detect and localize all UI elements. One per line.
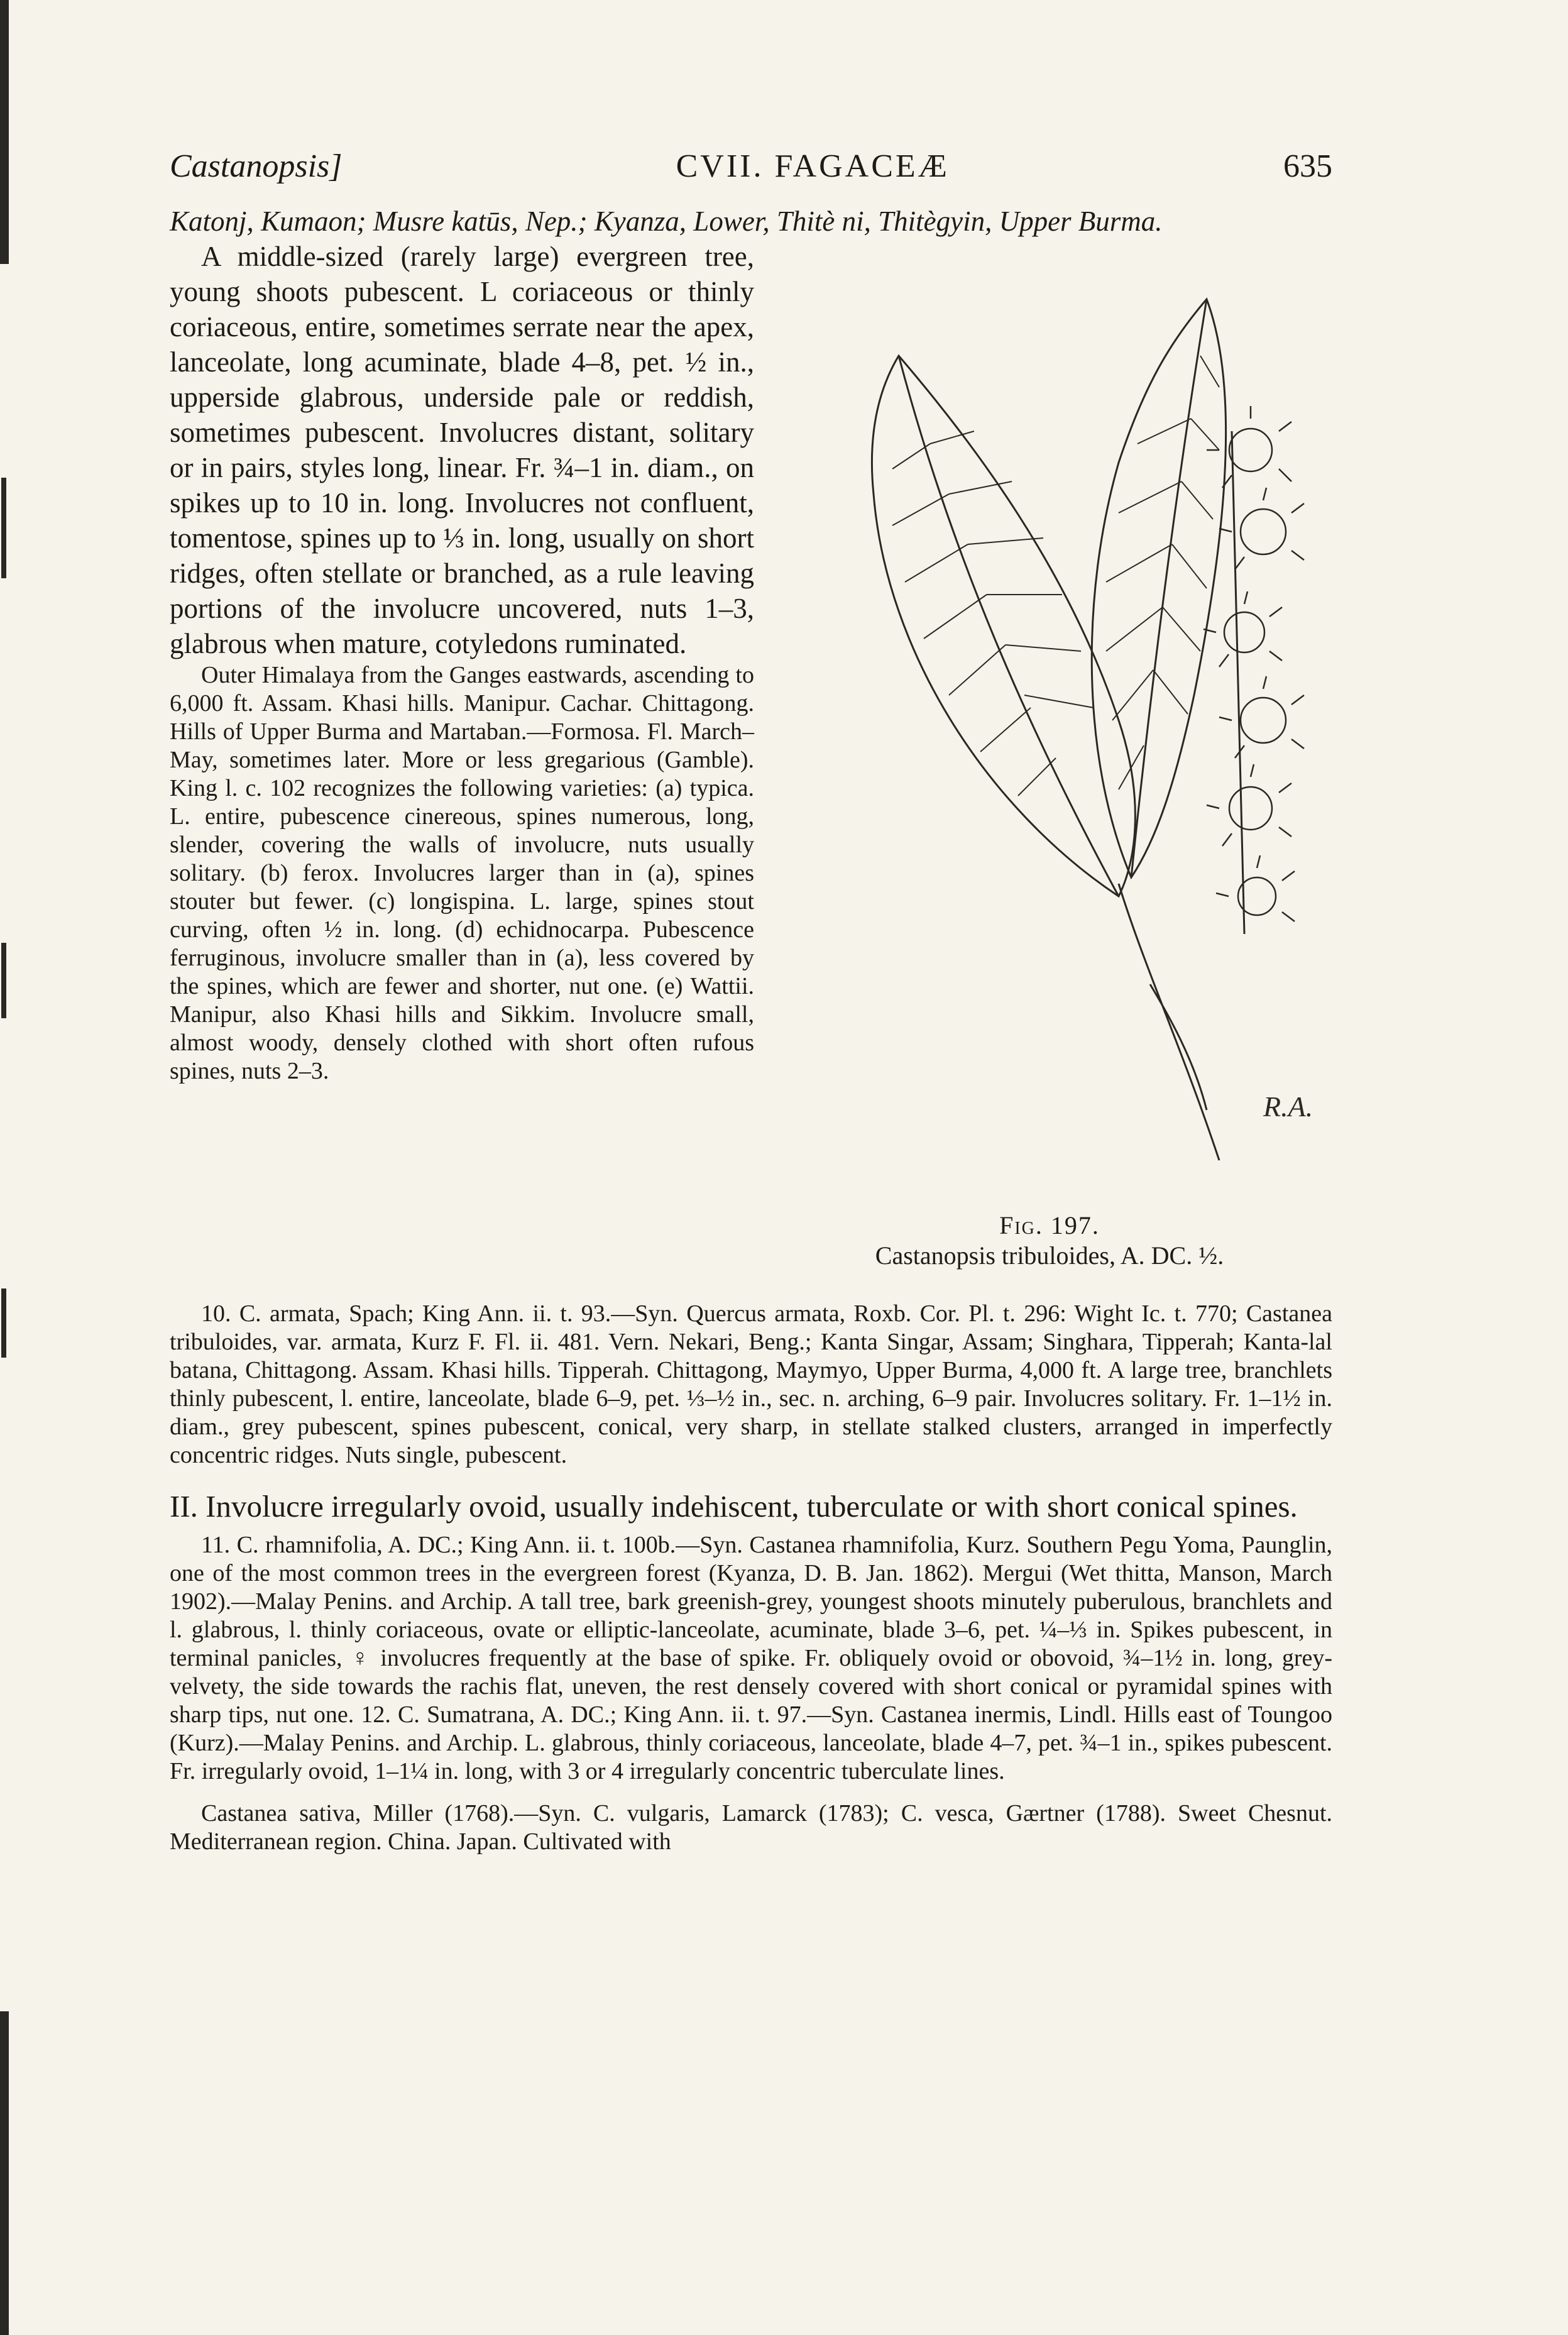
section-II-heading: II. Involucre irregularly ovoid, usually indehiscent, tuberculate or with short conical spines. <box>170 1489 1298 1524</box>
vernacular-names: Katonj, Kumaon; Musre katūs, Nep.; Kyanza, Lower, Thitè ni, Thitègyin, Upper Burma. <box>170 206 1163 237</box>
binding-mark <box>0 2011 9 2335</box>
species-11-entry: 11. C. rhamnifolia, A. DC.; King Ann. ii. t. 100b.—Syn. Castanea rhamnifolia, Kurz. Southern Pegu Yoma, Paunglin, one of the most common trees in the evergreen forest (Kyanza, D. B. Jan. 1862). Mergui (Wet thitta, Manson, March 1902).—Malay Penins. and Archip. A tall tree, bark greenish-grey, youngest shoots minutely puberulous, branchlets and l. glabrous, l. thinly coriaceous, ovate or elliptic-lanceolate, acuminate, blade 3–6, pet. ¼–⅓ in. Spikes pubescent, in terminal panicles, ♀ involucres frequently at the base of spike. Fr. obliquely ovoid or obovoid, ¾–1½ in. long, grey-velvety, the side towards the rachis flat, uneven, the rest densely covered with short conical or pyramidal spines with sharp tips, nut one. 12. C. Sumatrana, A. DC.; King Ann. ii. t. 97.—Syn. Castanea inermis, Lindl. Hills east of Toungoo (Kurz).—Malay Penins. and Archip. L. glabrous, thinly coriaceous, lanceolate, blade 4–7, pet. ¾–1 in., spikes pubescent. Fr. irregularly ovoid, 1–1¼ in. long, with 3 or 4 irregularly concentric tuberculate lines. <box>170 1532 1332 1784</box>
species-distribution: Outer Himalaya from the Ganges eastwards, ascending to 6,000 ft. Assam. Khasi hills. Manipur. Cachar. Chittagong. Hills of Upper Burma and Martaban.—Formosa. Fl. March–May, sometimes later. More or less gregarious (Gamble). King l. c. 102 recognizes the following varieties: (a) typica. L. entire, pubescence cinereous, spines numerous, long, slender, covering the walls of involucre, nuts usually solitary. (b) ferox. Involucres larger than in (a), spines stouter but fewer. (c) longispina. L. large, spines stout curving, often ½ in. long. (d) echidnocarpa. Pubescence ferruginous, involucre smaller than in (a), less covered by the spines, which are fewer and shorter, nut one. (e) Wattii. Manipur, also Khasi hills and Sikkim. Involucre small, almost woody, densely clothed with short often rufous spines, nuts 2–3. <box>170 662 754 1084</box>
stem <box>1119 884 1219 1160</box>
figure-caption-text: Castanopsis tribuloides, A. DC. ½. <box>875 1241 1224 1270</box>
species-10-entry: 10. C. armata, Spach; King Ann. ii. t. 93.—Syn. Quercus armata, Roxb. Cor. Pl. t. 296: Wight Ic. t. 770; Castanea tribuloides, var. armata, Kurz F. Fl. ii. 481. Vern. Nekari, Beng.; Kanta Singar, Assam; Singhara, Tipperah; Kanta-lal batana, Chittagong. Assam. Khasi hills. Tipperah. Chittagong, Maymyo, Upper Burma, 4,000 ft. A large tree, branchlets thinly pubescent, l. entire, lanceolate, blade 6–9, pet. ⅓–½ in., sec. n. arching, 6–9 pair. Involucres solitary. Fr. 1–1½ in. diam., grey pubescent, spines pubescent, conical, very sharp, in stellate stalked clusters, arranged in imperfectly concentric ridges. Nuts single, pubescent. <box>170 1300 1332 1468</box>
chapter-title: CVII. FAGACEÆ <box>676 148 950 184</box>
right-leaf <box>1092 299 1225 877</box>
figure-197 <box>767 243 1332 1280</box>
running-head: Castanopsis] <box>170 148 343 184</box>
page <box>170 148 1332 1856</box>
figure-caption <box>767 1211 1332 1271</box>
involucres <box>1203 406 1304 934</box>
page-header <box>170 148 1332 185</box>
binding-mark <box>0 0 9 264</box>
castanea-sativa-entry: Castanea sativa, Miller (1768).—Syn. C. vulgaris, Lamarck (1783); C. vesca, Gærtner (1788). Sweet Chesnut. Mediterranean region. China. Japan. Cultivated with <box>170 1800 1332 1855</box>
species-9-block <box>170 239 1332 1286</box>
left-leaf <box>872 356 1135 896</box>
species-description: A middle-sized (rarely large) evergreen tree, young shoots pubescent. L coriaceous or thinly coriaceous, entire, sometimes serrate near the apex, lanceolate, long acuminate, blade 4–8, pet. ½ in., upperside glabrous, underside pale or reddish, sometimes pubescent. Involucres distant, solitary or in pairs, styles long, linear. Fr. ¾–1 in. diam., on spikes up to 10 in. long. Involucres not confluent, tomentose, spines up to ⅓ in. long, usually on short ridges, often stellate or branched, as a rule leaving portions of the involucre uncovered, nuts 1–3, glabrous when mature, cotyledons ruminated. <box>170 241 754 659</box>
binding-mark <box>1 943 6 1018</box>
binding-mark <box>1 478 6 578</box>
binding-mark <box>1 1288 6 1358</box>
page-number: 635 <box>1283 148 1332 184</box>
figure-label: Fig. 197. <box>999 1211 1100 1239</box>
leaf-illustration <box>767 243 1332 1198</box>
artist-signature: R.A. <box>1263 1091 1313 1123</box>
